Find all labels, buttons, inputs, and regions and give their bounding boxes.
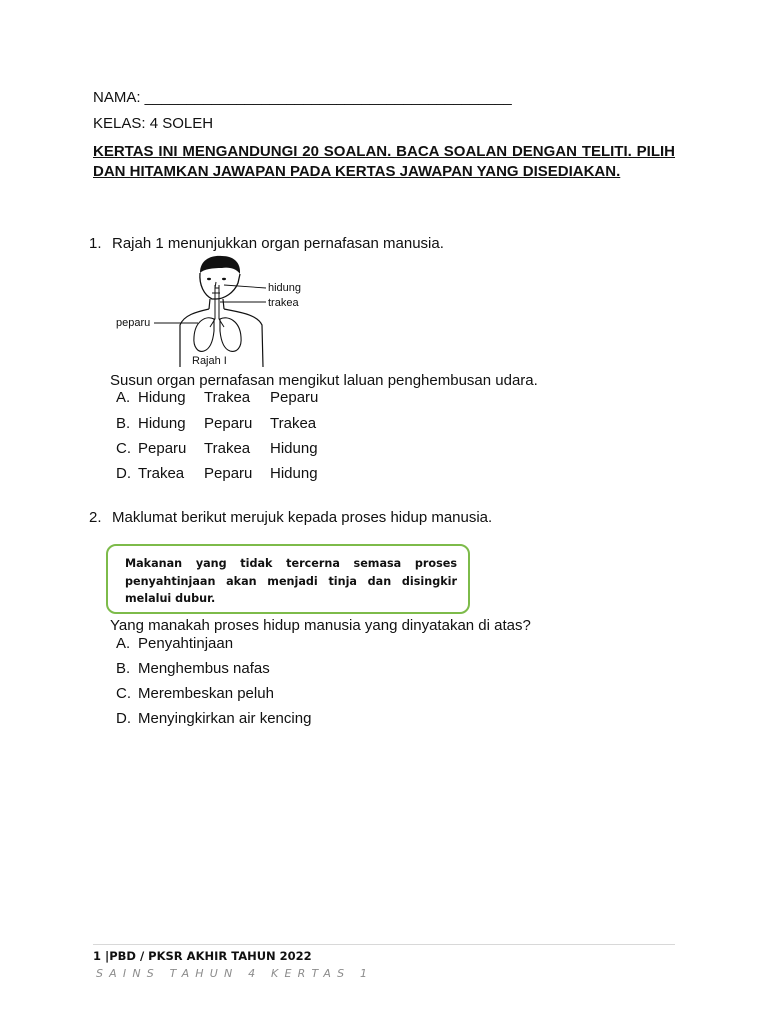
option-word: Trakea (204, 389, 251, 406)
option-label: B. (116, 415, 131, 432)
question-2-option-c[interactable] (116, 685, 274, 702)
question-2-prompt: Yang manakah proses hidup manusia yang dinyatakan di atas? (110, 617, 531, 634)
option-label: B. (116, 660, 131, 677)
option-label: C. (116, 440, 131, 457)
option-word: Peparu (270, 389, 319, 406)
question-1-option-b[interactable] (116, 415, 316, 432)
question-1-number: 1. (89, 235, 102, 252)
option-word: Hidung (270, 465, 318, 482)
question-2-option-a[interactable] (116, 635, 233, 652)
option-word: Trakea (270, 415, 317, 432)
option-word: Peparu (204, 465, 253, 482)
option-label: A. (116, 635, 131, 652)
footer-title: PBD / PKSR AKHIR TAHUN 2022 (109, 949, 312, 963)
option-word: Peparu (138, 440, 187, 457)
option-word: Peparu (204, 415, 253, 432)
question-2-option-b[interactable] (116, 660, 270, 677)
footer-divider (93, 944, 675, 945)
diagram-caption: Rajah I (192, 355, 227, 367)
option-label: D. (116, 465, 131, 482)
info-box-text: Makanan yang tidak tercerna semasa proses penyahtinjaan akan menjadi tinja dan disingkir melalui dubur. (125, 557, 457, 605)
question-1-option-a[interactable] (116, 389, 318, 406)
option-text: Menyingkirkan air kencing (138, 710, 312, 727)
footer-separator: | (105, 949, 110, 963)
question-1-option-d[interactable] (116, 465, 318, 482)
name-field-label: NAMA: ____________________________________________ (93, 89, 512, 106)
question-1-stem: Rajah 1 menunjukkan organ pernafasan manusia. (112, 235, 444, 252)
option-text: Merembeskan peluh (138, 685, 274, 702)
exam-instructions: KERTAS INI MENGANDUNGI 20 SOALAN. BACA SOALAN DENGAN TELITI. PILIH DAN HITAMKAN JAWAPAN PADA KERTAS JAWAPAN YANG DISEDIAKAN. (93, 143, 675, 180)
option-text: Penyahtinjaan (138, 635, 234, 652)
option-label: C. (116, 685, 131, 702)
question-2-option-d[interactable] (116, 710, 311, 727)
page-number: 1 (93, 949, 102, 963)
question-2-number: 2. (89, 509, 102, 526)
label-trakea: trakea (268, 297, 299, 309)
footer-subtitle: SAINS TAHUN 4 KERTAS 1 (96, 967, 374, 980)
respiratory-diagram (112, 255, 330, 367)
question-1-option-c[interactable] (116, 440, 318, 457)
option-word: Hidung (138, 389, 186, 406)
info-box (106, 544, 470, 614)
label-peparu: peparu (116, 317, 151, 329)
class-label: KELAS: 4 SOLEH (93, 115, 214, 132)
question-2-stem: Maklumat berikut merujuk kepada proses hidup manusia. (112, 509, 493, 526)
footer-title-line (93, 949, 312, 963)
option-word: Hidung (138, 415, 186, 432)
option-label: D. (116, 710, 131, 727)
option-label: A. (116, 389, 131, 406)
option-word: Trakea (204, 440, 251, 457)
label-hidung: hidung (268, 282, 302, 294)
question-1-prompt: Susun organ pernafasan mengikut laluan penghembusan udara. (110, 372, 538, 389)
option-text: Menghembus nafas (138, 660, 270, 677)
option-word: Hidung (270, 440, 318, 457)
option-word: Trakea (138, 465, 185, 482)
